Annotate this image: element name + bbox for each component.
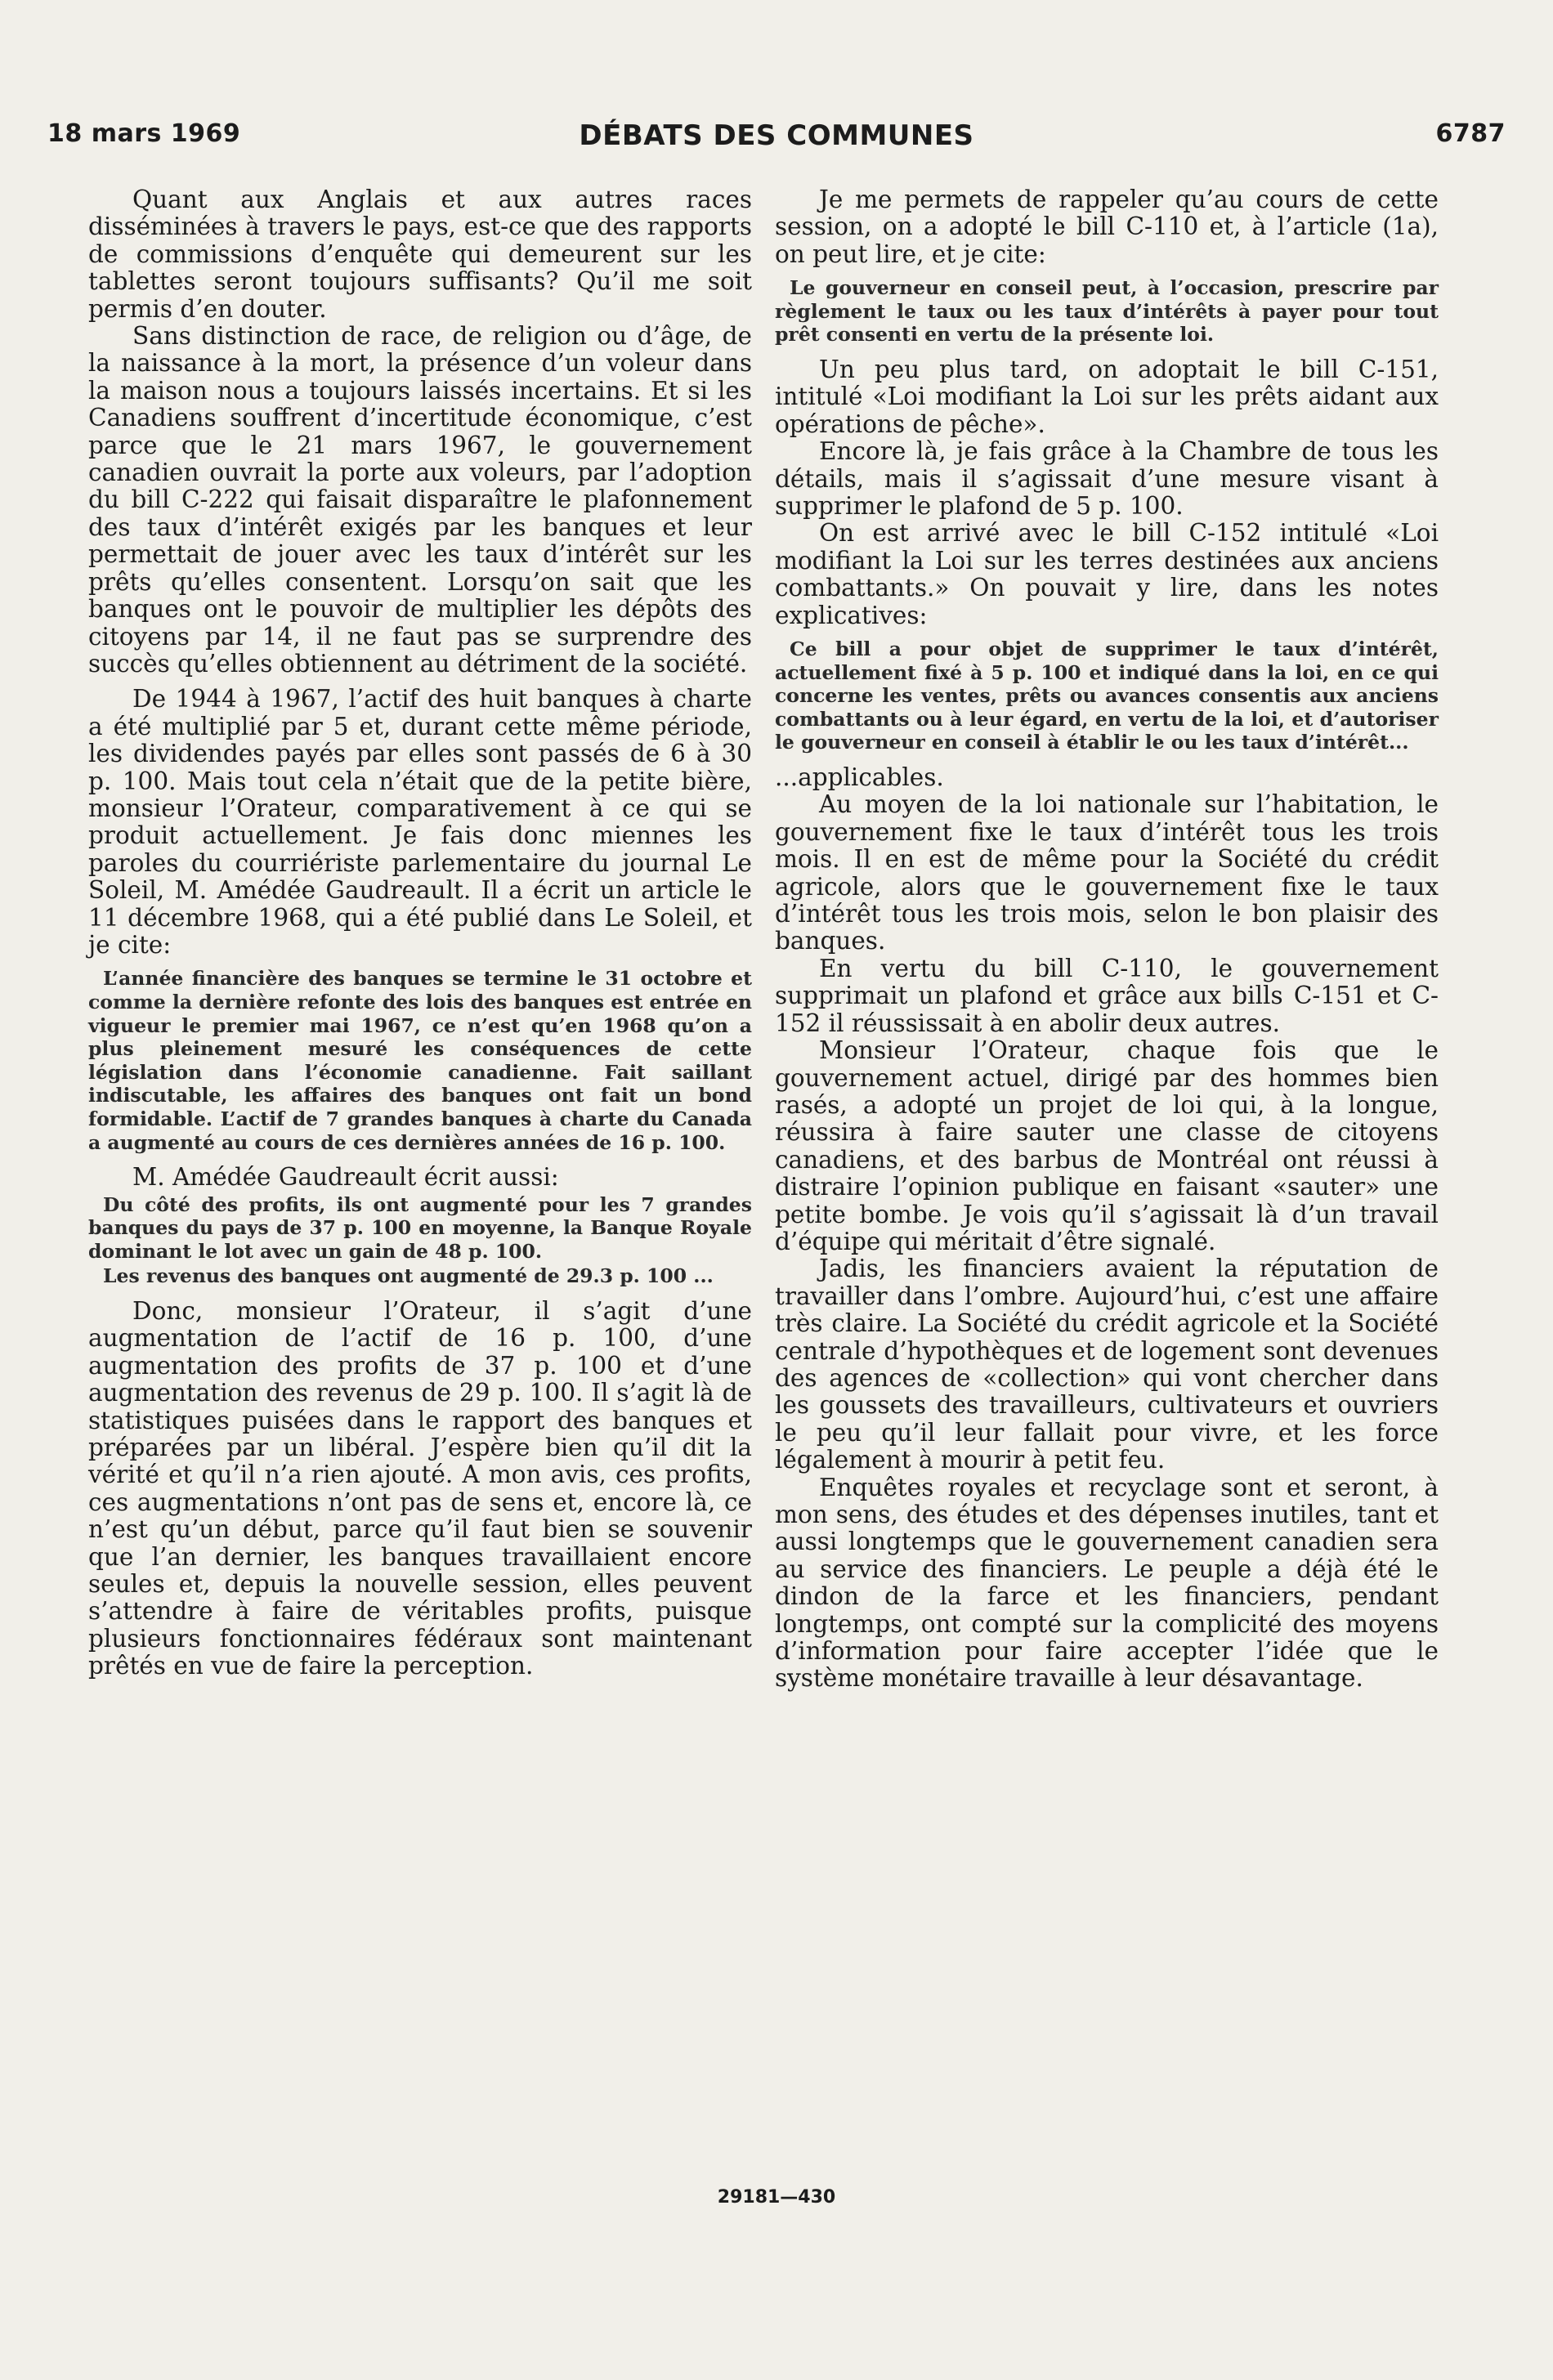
header-date: 18 mars 1969 xyxy=(47,119,241,148)
left-column xyxy=(88,186,752,1680)
right-column xyxy=(775,186,1439,1693)
paragraph: En vertu du bill C-110, le gouvernement supprimait un plafond et grâce aux bills C-151 et C-152 il réussissait à en abolir deux autres. xyxy=(775,954,1439,1037)
paragraph: Donc, monsieur l’Orateur, il s’agit d’une augmentation de l’actif de 16 p. 100, d’une augmentation des profits de 37 p. 100 et d’une augmentation des revenus de 29 p. 100. Il s’agit là de statistiques puisées dans le rapport des banques et préparées par un libéral. J’espère bien qu’il dit la vérité et qu’il n’a rien ajouté. A mon avis, ces profits, ces augmentations n’ont pas de sens et, encore là, ce n’est qu’un début, parce qu’il faut bien se souvenir que l’an dernier, les banques travaillaient encore seules et, depuis la nouvelle session, elles peuvent s’attendre à faire de véritables profits, puisque plusieurs fonctionnaires fédéraux sont maintenant prêtés en vue de faire la perception. xyxy=(88,1296,752,1680)
page-header xyxy=(47,119,1506,155)
paragraph: Jadis, les financiers avaient la réputation de travailler dans l’ombre. Aujourd’hui, c’est une affaire très claire. La Société du crédit agricole et la Société centrale d’hypothèques et de logement sont devenues des agences de «collection» qui vont chercher dans les goussets des travailleurs, cultivateurs et ouvriers le peu qu’il leur fallait pour vivre, et les force légalement à mourir à petit feu. xyxy=(775,1255,1439,1474)
page-footer-code: 29181—430 xyxy=(717,2187,836,2208)
paragraph: Au moyen de la loi nationale sur l’habitation, le gouvernement fixe le taux d’intérêt tous les trois mois. Il en est de même pour la Société du crédit agricole, alors que le gouvernement fixe le taux d’intérêt tous les trois mois, selon le bon plaisir des banques. xyxy=(775,790,1439,955)
paragraph: Un peu plus tard, on adoptait le bill C-151, intitulé «Loi modifiant la Loi sur les prêts aidant aux opérations de pêche». xyxy=(775,356,1439,438)
header-title: DÉBATS DES COMMUNES xyxy=(579,119,974,152)
quotation: Le gouverneur en conseil peut, à l’occasion, prescrire par règlement le taux ou les taux d’intérêts à payer pour tout prêt consenti en vertu de la présente loi. xyxy=(775,276,1439,347)
quotation: Ce bill a pour objet de supprimer le taux d’intérêt, actuellement fixé à 5 p. 100 et indiqué dans la loi, en ce qui concerne les ventes, prêts ou avances consentis aux anciens combattants ou à leur égard, en vertu de la loi, et d’autoriser le gouverneur en conseil à établir le ou les taux d’intérêt... xyxy=(775,638,1439,754)
paragraph: Encore là, je fais grâce à la Chambre de tous les détails, mais il s’agissait d’une mesure visant à supprimer le plafond de 5 p. 100. xyxy=(775,437,1439,521)
paragraph: Je me permets de rappeler qu’au cours de cette session, on a adopté le bill C-110 et, à l’article (1a), on peut lire, et je cite: xyxy=(775,186,1439,268)
paragraph: On est arrivé avec le bill C-152 intitulé «Loi modifiant la Loi sur les terres destinées aux anciens combattants.» On pouvait y lire, dans les notes explicatives: xyxy=(775,519,1439,629)
paragraph: M. Amédée Gaudreault écrit aussi: xyxy=(132,1163,559,1192)
paragraph: De 1944 à 1967, l’actif des huit banques à charte a été multiplié par 5 et, durant cette même période, les dividendes payés par elles sont passés de 6 à 30 p. 100. Mais tout cela n’était que de la petite bière, monsieur l’Orateur, comparativement à ce qui se produit actuellement. Je fais donc miennes les paroles du courriériste parlementaire du journal Le Soleil, M. Amédée Gaudreault. Il a écrit un article le 11 décembre 1968, qui a été publié dans Le Soleil, et je cite: xyxy=(88,685,752,959)
paragraph: ...applicables. xyxy=(775,763,944,792)
paragraph: Quant aux Anglais et aux autres races disséminées à travers le pays, est-ce que des rapports de commissions d’enquête qui demeurent sur les tablettes seront toujours suffisants? Qu’il me soit permis d’en douter. xyxy=(88,186,752,323)
paragraph: Enquêtes royales et recyclage sont et seront, à mon sens, des études et des dépenses inutiles, tant et aussi longtemps que le gouvernement canadien sera au service des financiers. Le peuple a déjà été le dindon de la farce et les financiers, pendant longtemps, ont compté sur la complicité des moyens d’information pour faire accepter l’idée que le système monétaire travaille à leur désavantage. xyxy=(775,1473,1439,1693)
quotation: Du côté des profits, ils ont augmenté pour les 7 grandes banques du pays de 37 p. 100 en moyenne, la Banque Royale dominant le lot avec un gain de 48 p. 100. xyxy=(88,1192,752,1263)
quotation: Les revenus des banques ont augmenté de 29.3 p. 100 ... xyxy=(103,1264,714,1288)
paragraph: Sans distinction de race, de religion ou d’âge, de la naissance à la mort, la présence d’un voleur dans la maison nous a toujours laissés incertains. Et si les Canadiens souffrent d’incertitude économique, c’est parce que le 21 mars 1967, le gouvernement canadien ouvrait la porte aux voleurs, par l’adoption du bill C-222 qui faisait disparaître le plafonnement des taux d’intérêt exigés par les banques et leur permettait de jouer avec les taux d’intérêt sur les prêts qu’elles consentent. Lorsqu’on sait que les banques ont le pouvoir de multiplier les dépôts des citoyens par 14, il ne faut pas se surprendre des succès qu’elles obtiennent au détriment de la société. xyxy=(88,322,752,678)
paragraph: Monsieur l’Orateur, chaque fois que le gouvernement actuel, dirigé par des hommes bien rasés, a adopté un projet de loi qui, à la longue, réussira à faire sauter une classe de citoyens canadiens, et des barbus de Montréal ont réussi à distraire l’opinion publique en faisant «sauter» une petite bombe. Je vois qu’il s’agissait là d’un travail d’équipe qui méritait d’être signalé. xyxy=(775,1036,1439,1255)
quotation: L’année financière des banques se termine le 31 octobre et comme la dernière refonte des lois des banques est entrée en vigueur le premier mai 1967, ce n’est qu’en 1968 qu’on a plus pleinement mesuré les conséquences de cette législation dans l’économie canadienne. Fait saillant indiscutable, les affaires des banques ont fait un bond formidable. L’actif de 7 grandes banques à charte du Canada a augmenté au cours de ces dernières années de 16 p. 100. xyxy=(88,967,752,1154)
header-page-number: 6787 xyxy=(1435,119,1506,148)
